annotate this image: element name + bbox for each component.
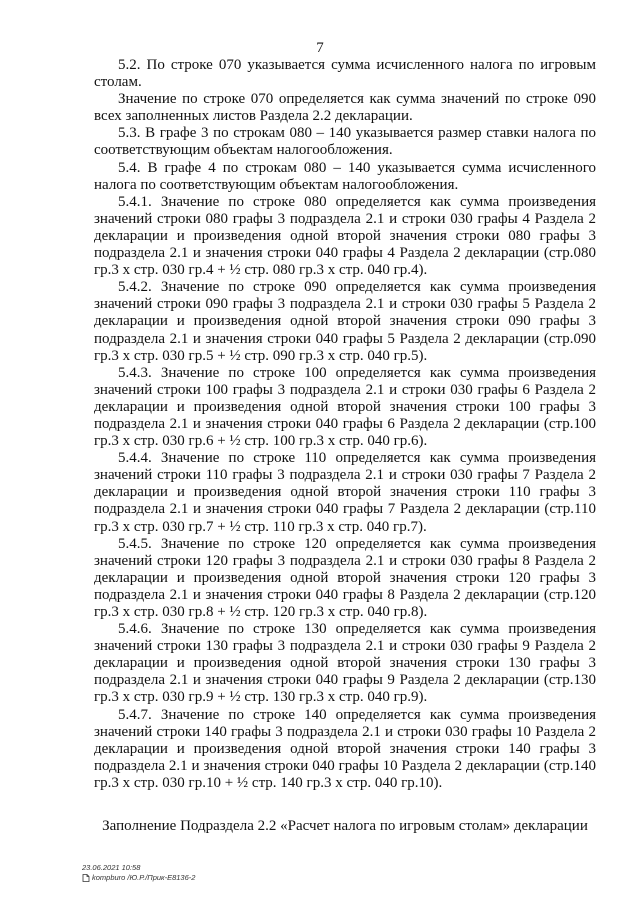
footer-timestamp: 23.06.2021 10:58 xyxy=(82,863,141,872)
paragraph-5-4: 5.4. В графе 4 по строкам 080 – 140 указывается сумма исчисленного налога по соответствующим объектам налогообложения. xyxy=(94,159,596,193)
section-heading: Заполнение Подраздела 2.2 «Расчет налога по игровым столам» декларации xyxy=(102,818,588,834)
footer-file-path: kompburo /Ю.Р./Прик-Е8136-2 xyxy=(92,873,196,882)
paragraph-5-4-1: 5.4.1. Значение по строке 080 определяется как сумма произведения значений строки 080 графы 3 подраздела 2.1 и строки 030 графы 4 Раздела 2 декларации и произведения одной второй значения строки 080 графы 3 подраздела 2.1 и значения строки 040 графы 4 Раздела 2 декларации (стр.080 гр.3 х стр. 030 гр.4 + ½ стр. 080 гр.3 х стр. 040 гр.4). xyxy=(94,193,596,279)
paragraph-5-4-4: 5.4.4. Значение по строке 110 определяется как сумма произведения значений строки 110 графы 3 подраздела 2.1 и строки 030 графы 7 Раздела 2 декларации и произведения одной второй значения строки 110 графы 3 подраздела 2.1 и значения строки 040 графы 7 Раздела 2 декларации (стр.110 гр.3 х стр. 030 гр.7 + ½ стр. 110 гр.3 х стр. 040 гр.7). xyxy=(94,450,596,535)
paragraph-5-4-3: 5.4.3. Значение по строке 100 определяется как сумма произведения значений строки 100 графы 3 подраздела 2.1 и строки 030 графы 6 Раздела 2 декларации и произведения одной второй значения строки 100 графы 3 подраздела 2.1 и значения строки 040 графы 6 Раздела 2 декларации (стр.100 гр.3 х стр. 030 гр.6 + ½ стр. 100 гр.3 х стр. 040 гр.6). xyxy=(94,364,596,450)
document-icon xyxy=(82,874,90,882)
paragraph-5-4-7: 5.4.7. Значение по строке 140 определяется как сумма произведения значений строки 140 графы 3 подраздела 2.1 и строки 030 графы 10 Раздела 2 декларации и произведения одной второй значения строки 140 графы 3 подраздела 2.1 и значения строки 040 графы 10 Раздела 2 декларации (стр.140 гр.3 х стр. 030 гр.10 + ½ стр. 140 гр.3 х стр. 040 гр.10). xyxy=(94,706,596,791)
footer xyxy=(82,863,195,883)
paragraph-5-4-5: 5.4.5. Значение по строке 120 определяется как сумма произведения значений строки 120 графы 3 подраздела 2.1 и строки 030 графы 8 Раздела 2 декларации и произведения одной второй значения строки 120 графы 3 подраздела 2.1 и значения строки 040 графы 8 Раздела 2 декларации (стр.120 гр.3 х стр. 030 гр.8 + ½ стр. 120 гр.3 х стр. 040 гр.8). xyxy=(94,535,596,620)
page-number: 7 xyxy=(316,40,324,56)
paragraph-5-2-value: Значение по строке 070 определяется как сумма значений по строке 090 всех заполненных листов Раздела 2.2 декларации. xyxy=(94,91,596,125)
footer-path-row xyxy=(82,873,195,883)
paragraph-5-3: 5.3. В графе 3 по строкам 080 – 140 указывается размер ставки налога по соответствующим объектам налогообложения. xyxy=(94,125,596,159)
paragraph-5-2: 5.2. По строке 070 указывается сумма исчисленного налога по игровым столам. xyxy=(94,57,596,91)
paragraph-5-4-6: 5.4.6. Значение по строке 130 определяется как сумма произведения значений строки 130 графы 3 подраздела 2.1 и строки 030 графы 9 Раздела 2 декларации и произведения одной второй значения строки 130 графы 3 подраздела 2.1 и значения строки 040 графы 9 Раздела 2 декларации (стр.130 гр.3 х стр. 030 гр.9 + ½ стр. 130 гр.3 х стр. 040 гр.9). xyxy=(94,621,596,706)
paragraph-5-4-2: 5.4.2. Значение по строке 090 определяется как сумма произведения значений строки 090 графы 3 подраздела 2.1 и строки 030 графы 5 Раздела 2 декларации и произведения одной второй значения строки 090 графы 3 подраздела 2.1 и значения строки 040 графы 5 Раздела 2 декларации (стр.090 гр.3 х стр. 030 гр.5 + ½ стр. 090 гр.3 х стр. 040 гр.5). xyxy=(94,279,596,364)
document-body xyxy=(94,57,596,792)
footer-timestamp-row xyxy=(82,863,195,873)
